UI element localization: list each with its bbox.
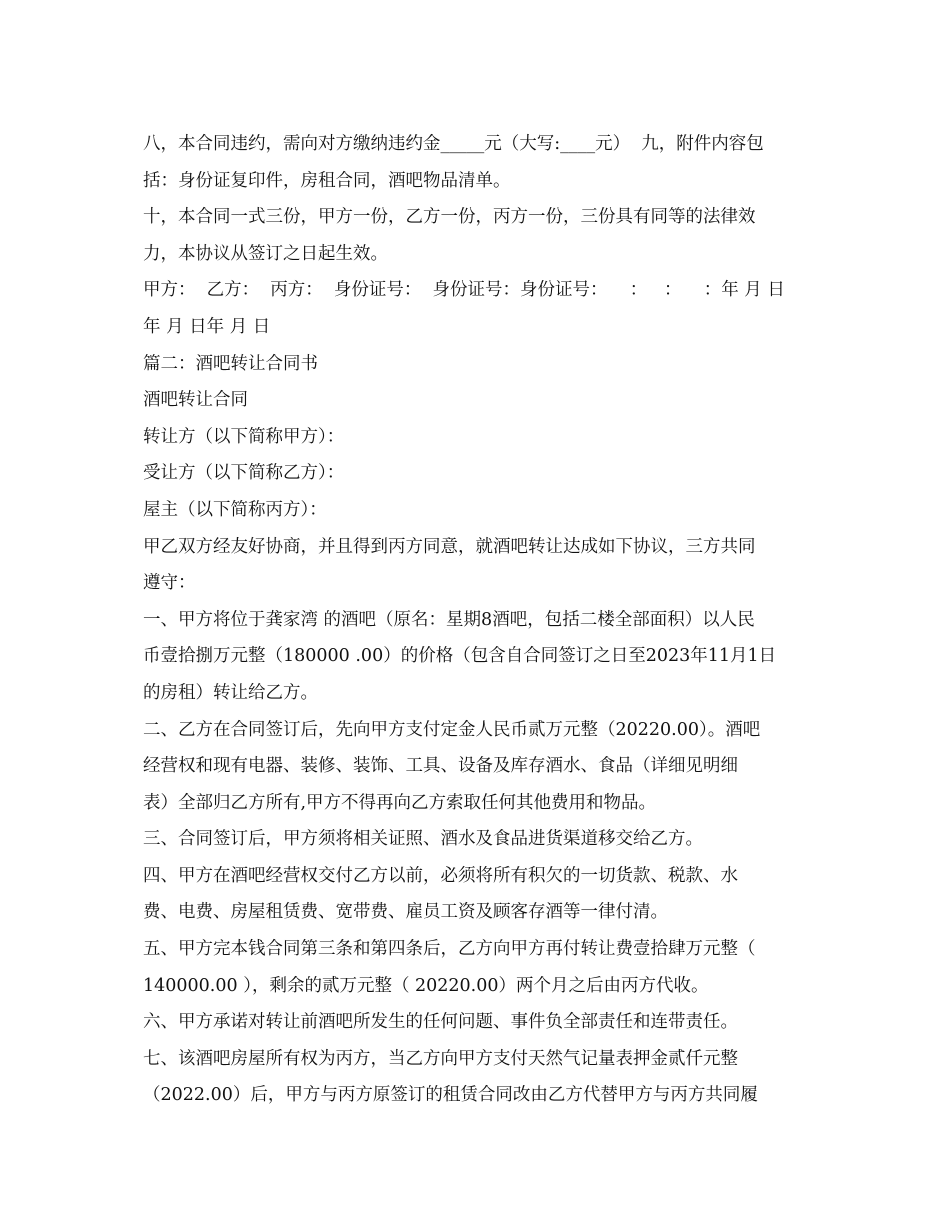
text-line: 遵守：: [143, 573, 196, 594]
text-line: 八，本合同违约，需向对方缴纳违约金_____元（大写:____元） 九，附件内容包: [143, 134, 764, 154]
text-line: （2022.00）后，甲方与丙方原签订的租赁合同改由乙方代替甲方与丙方共同履: [143, 1085, 758, 1106]
text-line: 的房租）转让给乙方。: [143, 682, 318, 703]
party-transferee: 受让方（以下简称乙方）：: [143, 463, 345, 484]
clause-7: 七、该酒吧房屋所有权为丙方，当乙方向甲方支付天然气记量表押金贰仟元整: [143, 1048, 738, 1069]
text-line: 括：身份证复印件，房租合同，酒吧物品清单。: [143, 170, 511, 191]
text-line: 十，本合同一式三份，甲方一份，乙方一份，丙方一份，三份具有同等的法律效: [143, 207, 756, 228]
clause-1: 一、甲方将位于龚家湾 的酒吧（原名：星期8酒吧，包括二楼全部面积）以人民: [143, 609, 755, 630]
clause-3: 三、合同签订后，甲方须将相关证照、酒水及食品进货渠道移交给乙方。: [143, 829, 703, 850]
party-transferor: 转让方（以下简称甲方）：: [143, 426, 345, 447]
text-line: 力，本协议从签订之日起生效。: [143, 243, 388, 264]
text-line: 140000.00 ），剩余的贰万元整（ 20220.00）两个月之后由丙方代收。: [143, 975, 709, 996]
clause-6: 六、甲方承诺对转让前酒吧所发生的任何问题、事件负全部责任和连带责任。: [143, 1012, 738, 1033]
date-line: 年 月 日年 月 日: [143, 316, 271, 337]
text-line: 经营权和现有电器、装修、装饰、工具、设备及库存酒水、食品（详细见明细: [143, 756, 738, 777]
text-line: 甲乙双方经友好协商，并且得到丙方同意，就酒吧转让达成如下协议，三方共同: [143, 536, 756, 557]
signature-line: 甲方： 乙方： 丙方： 身份证号： 身份证号：身份证号： ： ： ：年 月 日: [143, 280, 785, 301]
text-line: 币壹拾捌万元整（180000 .00）的价格（包含自合同签订之日至2023年11月1日: [143, 646, 777, 667]
clause-2: 二、乙方在合同签订后，先向甲方支付定金人民币贰万元整（20220.00）。酒吧: [143, 719, 761, 740]
text-line: 费、电费、房屋租赁费、宽带费、雇员工资及顾客存酒等一律付清。: [143, 902, 668, 923]
section-heading: 篇二：酒吧转让合同书: [143, 353, 318, 374]
clause-5: 五、甲方完本钱合同第三条和第四条后，乙方向甲方再付转让费壹拾肆万元整（: [143, 939, 756, 960]
contract-title: 酒吧转让合同: [143, 390, 248, 411]
text-line: 表）全部归乙方所有,甲方不得再向乙方索取任何其他费用和物品。: [143, 792, 657, 813]
party-owner: 屋主（以下简称丙方）：: [143, 499, 327, 520]
clause-4: 四、甲方在酒吧经营权交付乙方以前，必须将所有积欠的一切货款、税款、水: [143, 865, 738, 886]
document-body: [143, 126, 823, 1114]
